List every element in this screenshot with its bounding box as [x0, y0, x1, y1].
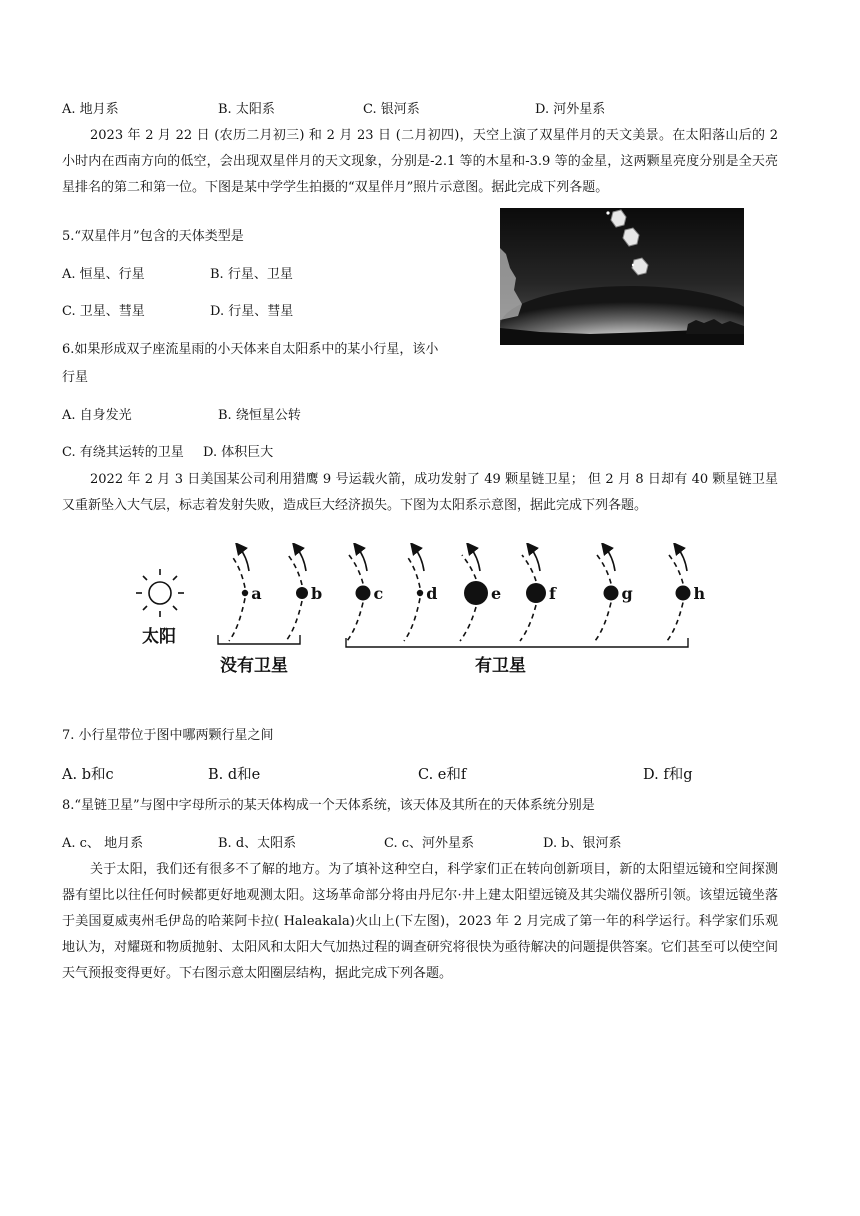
planet-label-b: b [311, 584, 323, 603]
q8-stem: 8.“星链卫星”与图中字母所示的某天体构成一个天体系统，该天体及其所在的天体系统分别是 [62, 798, 595, 813]
has-satellite-bracket [346, 638, 688, 647]
orbit-direction-arrow [677, 547, 687, 571]
orbit-path [288, 555, 302, 585]
planet-a [242, 590, 248, 596]
planet-g [604, 586, 619, 601]
has-satellite-label: 有卫星 [475, 656, 526, 676]
passage-sun-telescope: 关于太阳，我们还有很多不了解的地方。为了填补这种空白，科学家们正在转向创新项目，新的太阳望远镜和空间探测器有望比以往任何时候都更好地观测太阳。这场革命部分将由丹尼尔·井上建太阳望远镜及其尖端仪器所引领。该望远镜坐落于美国夏威夷州毛伊岛的哈莱阿卡拉( Haleakala)火山上(下左图)，2023 年 2 月完成了第一年的科学运行。科学家们乐观地认为，对耀斑和物质抛射、太阳风和太阳大气加热过程的调查研究将很快为亟待解决的问题提供答案。它们甚至可以使空间天气预报变得更好。下右图示意太阳圈层结构，据此完成下列各题。 [62, 862, 778, 981]
planet-label-f: f [549, 584, 556, 603]
q8-option-a: A. c、 地月系 [62, 836, 144, 851]
orbit-direction-arrow [296, 547, 306, 571]
orbit-direction-arrow [239, 547, 249, 571]
no-satellite-bracket [218, 635, 300, 644]
sun-icon [136, 569, 184, 617]
orbit-path [349, 555, 363, 584]
orbit-direction-arrow [357, 547, 367, 571]
orbit-path [460, 607, 476, 641]
q7-option-c: C. e和f [418, 767, 467, 783]
orbit-path [231, 555, 245, 588]
q6-option-a: A. 自身发光 [62, 408, 132, 423]
q6-stem-line2: 行星 [62, 370, 89, 385]
q6-option-d: D. 体积巨大 [203, 445, 274, 460]
q5-stem: 5.“双星伴月”包含的天体类型是 [62, 229, 244, 244]
orbit-path [522, 555, 536, 581]
orbit-path [404, 598, 420, 641]
q7-option-b: B. d和e [208, 767, 261, 783]
planet-label-c: c [373, 584, 384, 603]
q8-option-b: B. d、太阳系 [218, 836, 297, 851]
passage-starlink: 2022 年 2 月 3 日美国某公司利用猎鹰 9 号运载火箭，成功发射了 49 颗星链卫星； 但 2 月 8 日却有 40 颗星链卫星又重新坠入大气层，标志着发射失败，造成巨大经济损失。下图为太阳系示意图，据此完成下列各题。 [62, 472, 778, 513]
planet-c [356, 586, 371, 601]
orbit-path [669, 555, 683, 584]
q5-option-b: B. 行星、卫星 [210, 267, 293, 282]
planet-label-h: h [693, 584, 706, 603]
q7-stem: 7. 小行星带位于图中哪两颗行星之间 [62, 728, 274, 743]
planet-e [464, 581, 488, 605]
planet-f [526, 583, 546, 603]
orbit-path [229, 598, 245, 641]
orbit-path [347, 603, 363, 642]
orbits-group [229, 547, 706, 641]
passage-double-stars-moon: 2023 年 2 月 22 日 (农历二月初三) 和 2 月 23 日 (二月初四)，天空上演了双星伴月的天文美景。在太阳落山后的 2 小时内在西南方向的低空，会出现双星伴月的天文现象，分别是-2.1 等的木星和-3.9 等的金星，这两颗星亮度分别是全天亮星排名的第二和第一位。下图是某中学学生拍摄的“双星伴月”照片示意图。据此完成下列各题。 [62, 128, 778, 195]
no-satellite-label: 没有卫星 [220, 656, 288, 676]
planet-d [417, 590, 423, 596]
q6-option-c: C. 有绕其运转的卫星 [62, 445, 184, 460]
q7-option-a: A. b和c [62, 767, 114, 783]
q5-option-d: D. 行星、彗星 [210, 304, 294, 319]
orbit-direction-arrow [530, 547, 540, 571]
q6-option-b: B. 绕恒星公转 [218, 408, 301, 423]
planet-label-a: a [251, 584, 262, 603]
q7-option-d: D. f和g [643, 767, 693, 783]
q4-option-b: B. 太阳系 [218, 102, 275, 117]
orbit-path [462, 555, 476, 579]
orbit-direction-arrow [470, 547, 480, 571]
orbit-path [595, 603, 611, 642]
orbit-path [597, 555, 611, 584]
q8-option-d: D. b、银河系 [543, 836, 622, 851]
planet-b [296, 587, 308, 599]
orbit-direction-arrow [605, 547, 615, 571]
q5-option-c: C. 卫星、彗星 [62, 304, 145, 319]
q4-option-a: A. 地月系 [62, 102, 119, 117]
q4-option-c: C. 银河系 [363, 102, 420, 117]
double-stars-moon-photo [500, 208, 744, 345]
orbit-path [667, 603, 683, 642]
orbit-direction-arrow [414, 547, 424, 571]
sun-label: 太阳 [142, 627, 176, 647]
planet-h [676, 586, 691, 601]
planet-label-e: e [491, 584, 502, 603]
q6-stem-line1: 6.如果形成双子座流星雨的小天体来自太阳系中的某小行星，该小 [62, 342, 439, 357]
planet-label-d: d [426, 584, 438, 603]
q8-option-c: C. c、河外星系 [384, 836, 475, 851]
orbit-path [520, 605, 536, 641]
orbit-path [406, 555, 420, 588]
planet-label-g: g [621, 584, 633, 603]
q5-option-a: A. 恒星、行星 [62, 267, 145, 282]
q4-option-d: D. 河外星系 [535, 102, 606, 117]
solar-system-diagram [130, 543, 730, 688]
